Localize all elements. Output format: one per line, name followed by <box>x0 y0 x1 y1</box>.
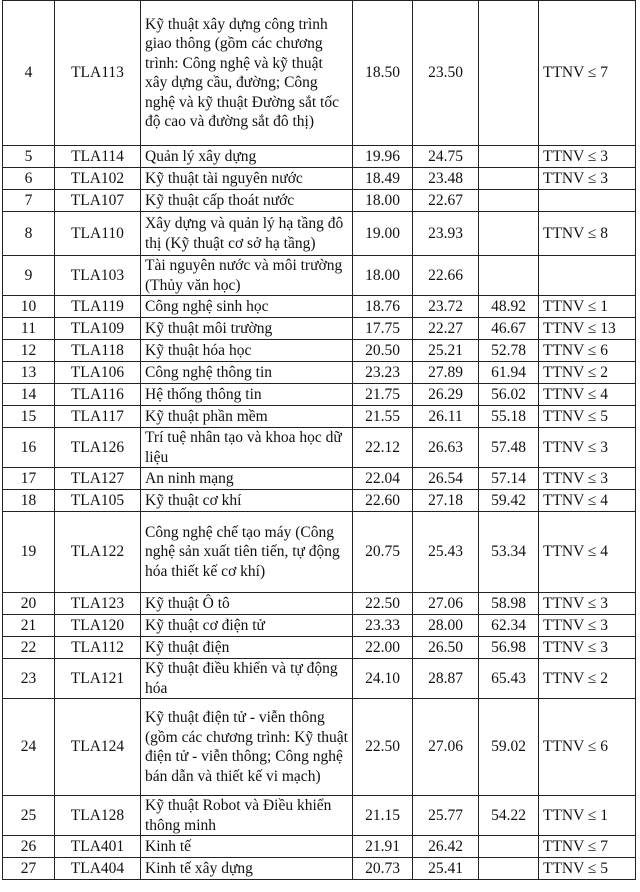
cell-score-1: 17.75 <box>353 318 413 340</box>
cell-score-1: 21.15 <box>353 796 413 836</box>
cell-score-2: 22.67 <box>413 190 479 212</box>
cell-score-1: 23.23 <box>353 362 413 384</box>
cell-stt: 11 <box>3 318 55 340</box>
cell-wish-order: TTNV ≤ 3 <box>539 615 636 637</box>
cell-score-2: 26.54 <box>413 468 479 490</box>
cell-wish-order: TTNV ≤ 4 <box>539 384 636 406</box>
cell-wish-order: TTNV ≤ 5 <box>539 858 636 880</box>
table-row <box>3 318 636 340</box>
cell-score-3: 61.94 <box>479 362 539 384</box>
cell-score-3: 48.92 <box>479 296 539 318</box>
cell-score-2: 26.29 <box>413 384 479 406</box>
cell-program-name: Kỹ thuật hóa học <box>141 340 353 362</box>
cell-wish-order: TTNV ≤ 3 <box>539 146 636 168</box>
cell-program-name: Kỹ thuật điện tử - viễn thông (gồm các chương trình: Kỹ thuật điện tử - viễn thông; Công nghệ bán dẫn và thiết kế vi mạch) <box>141 699 353 796</box>
cell-score-2: 27.06 <box>413 593 479 615</box>
cell-score-2: 23.93 <box>413 212 479 256</box>
cell-wish-order: TTNV ≤ 1 <box>539 296 636 318</box>
cell-program-code: TLA126 <box>55 428 141 468</box>
cell-stt: 15 <box>3 406 55 428</box>
cell-score-3: 56.02 <box>479 384 539 406</box>
cell-program-name: Xây dựng và quản lý hạ tầng đô thị (Kỹ thuật cơ sở hạ tầng) <box>141 212 353 256</box>
table-row <box>3 428 636 468</box>
cell-wish-order: TTNV ≤ 8 <box>539 212 636 256</box>
table-row <box>3 659 636 699</box>
cell-stt: 17 <box>3 468 55 490</box>
cell-score-2: 27.18 <box>413 490 479 512</box>
cell-program-code: TLA117 <box>55 406 141 428</box>
cell-score-1: 20.50 <box>353 340 413 362</box>
cell-program-code: TLA128 <box>55 796 141 836</box>
cell-program-name: Kỹ thuật cơ khí <box>141 490 353 512</box>
cell-program-code: TLA114 <box>55 146 141 168</box>
cell-program-code: TLA404 <box>55 858 141 880</box>
table-row <box>3 384 636 406</box>
cell-wish-order: TTNV ≤ 7 <box>539 836 636 858</box>
table-body <box>3 1 636 880</box>
cell-wish-order: TTNV ≤ 7 <box>539 1 636 146</box>
cell-wish-order: TTNV ≤ 3 <box>539 168 636 190</box>
cell-score-3: 65.43 <box>479 659 539 699</box>
table-row <box>3 490 636 512</box>
cell-program-name: Kỹ thuật Ô tô <box>141 593 353 615</box>
cell-stt: 23 <box>3 659 55 699</box>
cell-program-name: Kinh tế xây dựng <box>141 858 353 880</box>
cell-stt: 10 <box>3 296 55 318</box>
cell-program-code: TLA105 <box>55 490 141 512</box>
cell-program-name: Kỹ thuật phần mềm <box>141 406 353 428</box>
cell-score-3 <box>479 1 539 146</box>
cell-wish-order: TTNV ≤ 5 <box>539 406 636 428</box>
cell-score-3: 46.67 <box>479 318 539 340</box>
table-row <box>3 637 636 659</box>
table-row <box>3 836 636 858</box>
cell-score-3: 58.98 <box>479 593 539 615</box>
cell-score-2: 23.50 <box>413 1 479 146</box>
cell-score-3 <box>479 256 539 296</box>
cell-stt: 26 <box>3 836 55 858</box>
cell-score-2: 22.66 <box>413 256 479 296</box>
cell-stt: 16 <box>3 428 55 468</box>
cell-program-code: TLA124 <box>55 699 141 796</box>
cell-score-1: 19.00 <box>353 212 413 256</box>
cell-stt: 13 <box>3 362 55 384</box>
cell-score-3 <box>479 212 539 256</box>
cell-stt: 20 <box>3 593 55 615</box>
cell-stt: 25 <box>3 796 55 836</box>
table-row <box>3 468 636 490</box>
cell-program-code: TLA401 <box>55 836 141 858</box>
cell-score-2: 26.11 <box>413 406 479 428</box>
cell-score-3 <box>479 858 539 880</box>
cell-stt: 5 <box>3 146 55 168</box>
cell-score-3: 56.98 <box>479 637 539 659</box>
cell-score-3 <box>479 146 539 168</box>
table-row <box>3 796 636 836</box>
cell-program-code: TLA118 <box>55 340 141 362</box>
cell-score-3: 52.78 <box>479 340 539 362</box>
cell-program-name: Kinh tế <box>141 836 353 858</box>
cell-program-name: Công nghệ thông tin <box>141 362 353 384</box>
cell-program-name: Trí tuệ nhân tạo và khoa học dữ liệu <box>141 428 353 468</box>
cell-program-name: Kỹ thuật cấp thoát nước <box>141 190 353 212</box>
cell-program-name: Kỹ thuật điện <box>141 637 353 659</box>
cell-score-1: 22.50 <box>353 593 413 615</box>
cell-wish-order: TTNV ≤ 3 <box>539 428 636 468</box>
cell-program-name: Kỹ thuật xây dựng công trình giao thông (gồm các chương trình: Công nghệ và kỹ thuật xây dựng cầu, đường; Công nghệ và kỹ thuật Đường sắt tốc độ cao và đường sắt đô thị) <box>141 1 353 146</box>
cell-wish-order <box>539 256 636 296</box>
cell-program-code: TLA116 <box>55 384 141 406</box>
cell-score-3: 53.34 <box>479 512 539 593</box>
cell-score-1: 22.00 <box>353 637 413 659</box>
cell-stt: 4 <box>3 1 55 146</box>
cell-score-1: 20.75 <box>353 512 413 593</box>
table-row <box>3 362 636 384</box>
cell-stt: 27 <box>3 858 55 880</box>
table-row <box>3 212 636 256</box>
cell-score-2: 22.27 <box>413 318 479 340</box>
cell-score-1: 18.50 <box>353 1 413 146</box>
cell-score-2: 25.77 <box>413 796 479 836</box>
cell-wish-order: TTNV ≤ 6 <box>539 340 636 362</box>
cell-program-code: TLA106 <box>55 362 141 384</box>
cell-score-1: 24.10 <box>353 659 413 699</box>
cell-program-code: TLA120 <box>55 615 141 637</box>
cell-wish-order: TTNV ≤ 2 <box>539 362 636 384</box>
cell-stt: 8 <box>3 212 55 256</box>
cell-score-2: 26.50 <box>413 637 479 659</box>
cell-program-code: TLA121 <box>55 659 141 699</box>
cell-program-code: TLA122 <box>55 512 141 593</box>
cell-score-2: 23.72 <box>413 296 479 318</box>
cell-wish-order: TTNV ≤ 4 <box>539 490 636 512</box>
cell-score-1: 22.12 <box>353 428 413 468</box>
cell-score-1: 19.96 <box>353 146 413 168</box>
cell-score-1: 18.00 <box>353 190 413 212</box>
cell-program-name: Kỹ thuật Robot và Điều khiển thông minh <box>141 796 353 836</box>
cell-score-1: 20.73 <box>353 858 413 880</box>
cell-program-name: An ninh mạng <box>141 468 353 490</box>
cell-score-3: 57.14 <box>479 468 539 490</box>
table-row <box>3 296 636 318</box>
cell-score-1: 23.33 <box>353 615 413 637</box>
cell-wish-order: TTNV ≤ 6 <box>539 699 636 796</box>
cell-score-3 <box>479 836 539 858</box>
cell-score-3: 59.02 <box>479 699 539 796</box>
cell-score-1: 22.04 <box>353 468 413 490</box>
table-row <box>3 168 636 190</box>
cell-score-3 <box>479 168 539 190</box>
cell-program-code: TLA107 <box>55 190 141 212</box>
cell-score-2: 24.75 <box>413 146 479 168</box>
table-row <box>3 1 636 146</box>
cell-wish-order: TTNV ≤ 1 <box>539 796 636 836</box>
cell-score-2: 28.00 <box>413 615 479 637</box>
cell-program-name: Kỹ thuật điều khiển và tự động hóa <box>141 659 353 699</box>
cell-wish-order: TTNV ≤ 13 <box>539 318 636 340</box>
admission-scores-table <box>2 0 636 880</box>
cell-wish-order <box>539 190 636 212</box>
cell-score-3: 55.18 <box>479 406 539 428</box>
cell-score-3: 54.22 <box>479 796 539 836</box>
cell-program-code: TLA127 <box>55 468 141 490</box>
table-row <box>3 340 636 362</box>
table-row <box>3 858 636 880</box>
cell-program-code: TLA113 <box>55 1 141 146</box>
cell-program-name: Kỹ thuật môi trường <box>141 318 353 340</box>
cell-program-name: Công nghệ chế tạo máy (Công nghệ sản xuất tiên tiến, tự động hóa thiết kế cơ khí) <box>141 512 353 593</box>
cell-program-code: TLA109 <box>55 318 141 340</box>
cell-score-1: 22.60 <box>353 490 413 512</box>
cell-program-name: Hệ thống thông tin <box>141 384 353 406</box>
cell-program-code: TLA112 <box>55 637 141 659</box>
table-row <box>3 190 636 212</box>
cell-score-3 <box>479 190 539 212</box>
cell-score-2: 27.06 <box>413 699 479 796</box>
cell-score-2: 25.21 <box>413 340 479 362</box>
table-row <box>3 699 636 796</box>
cell-wish-order: TTNV ≤ 2 <box>539 659 636 699</box>
cell-score-1: 18.00 <box>353 256 413 296</box>
cell-score-2: 26.42 <box>413 836 479 858</box>
cell-score-1: 18.76 <box>353 296 413 318</box>
cell-score-1: 21.91 <box>353 836 413 858</box>
cell-score-2: 23.48 <box>413 168 479 190</box>
cell-program-name: Kỹ thuật cơ điện tử <box>141 615 353 637</box>
cell-stt: 22 <box>3 637 55 659</box>
cell-score-2: 28.87 <box>413 659 479 699</box>
cell-score-1: 18.49 <box>353 168 413 190</box>
cell-score-3: 57.48 <box>479 428 539 468</box>
cell-stt: 7 <box>3 190 55 212</box>
cell-stt: 18 <box>3 490 55 512</box>
table-row <box>3 146 636 168</box>
table-row <box>3 512 636 593</box>
cell-stt: 19 <box>3 512 55 593</box>
cell-program-name: Kỹ thuật tài nguyên nước <box>141 168 353 190</box>
cell-score-3: 62.34 <box>479 615 539 637</box>
cell-program-name: Quản lý xây dựng <box>141 146 353 168</box>
cell-stt: 12 <box>3 340 55 362</box>
cell-wish-order: TTNV ≤ 4 <box>539 512 636 593</box>
cell-program-name: Công nghệ sinh học <box>141 296 353 318</box>
cell-program-code: TLA103 <box>55 256 141 296</box>
cell-score-2: 27.89 <box>413 362 479 384</box>
cell-score-1: 21.55 <box>353 406 413 428</box>
cell-wish-order: TTNV ≤ 3 <box>539 593 636 615</box>
cell-score-2: 26.63 <box>413 428 479 468</box>
cell-score-1: 21.75 <box>353 384 413 406</box>
cell-stt: 21 <box>3 615 55 637</box>
cell-program-code: TLA119 <box>55 296 141 318</box>
cell-program-code: TLA110 <box>55 212 141 256</box>
cell-score-2: 25.41 <box>413 858 479 880</box>
table-row <box>3 593 636 615</box>
table-row <box>3 406 636 428</box>
cell-stt: 24 <box>3 699 55 796</box>
cell-program-code: TLA123 <box>55 593 141 615</box>
cell-program-code: TLA102 <box>55 168 141 190</box>
cell-wish-order: TTNV ≤ 3 <box>539 468 636 490</box>
cell-stt: 14 <box>3 384 55 406</box>
cell-wish-order: TTNV ≤ 3 <box>539 637 636 659</box>
cell-score-3: 59.42 <box>479 490 539 512</box>
table-row <box>3 256 636 296</box>
cell-score-1: 22.50 <box>353 699 413 796</box>
cell-stt: 9 <box>3 256 55 296</box>
cell-stt: 6 <box>3 168 55 190</box>
cell-program-name: Tài nguyên nước và môi trường (Thủy văn học) <box>141 256 353 296</box>
table-row <box>3 615 636 637</box>
cell-score-2: 25.43 <box>413 512 479 593</box>
